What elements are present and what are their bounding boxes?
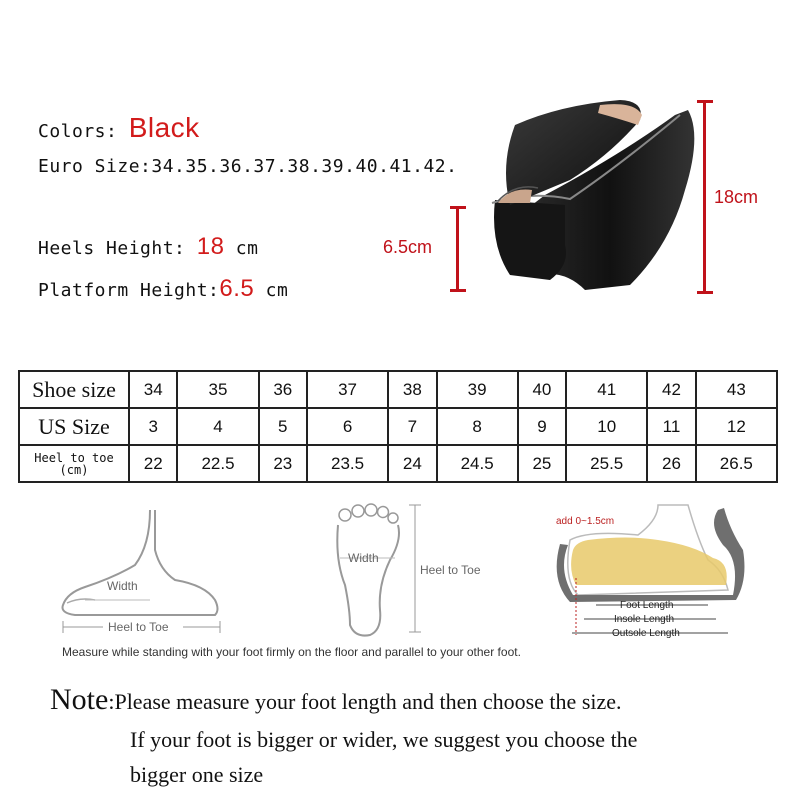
platform-height-row	[38, 275, 288, 303]
table-cell: 3	[129, 408, 177, 445]
table-cell: 26	[647, 445, 695, 482]
height-measure-cap-bottom	[697, 291, 713, 294]
colors-row	[38, 112, 200, 144]
shoe-length-diagram	[548, 500, 748, 645]
table-cell: 8	[437, 408, 518, 445]
table-cell: 23.5	[307, 445, 388, 482]
table-cell: 24	[388, 445, 436, 482]
outsole-length-label: Outsole Length	[612, 628, 680, 639]
foot-sole-diagram	[320, 500, 510, 640]
euro-size-value: 34.35.36.37.38.39.40.41.42.	[151, 156, 458, 177]
heels-height-row	[38, 233, 258, 261]
table-cell: 24.5	[437, 445, 518, 482]
table-cell: 25	[518, 445, 566, 482]
shoe-image	[470, 95, 700, 305]
table-cell: 42	[647, 371, 695, 408]
platform-height-label: Platform Height:	[38, 280, 220, 301]
table-cell: 9	[518, 408, 566, 445]
table-cell: 38	[388, 371, 436, 408]
note-line-3: bigger one size	[130, 762, 264, 787]
table-cell: 36	[259, 371, 307, 408]
table-row	[19, 445, 777, 482]
sole-heel-to-toe-label: Heel to Toe	[420, 563, 481, 577]
note-block	[50, 683, 638, 787]
platform-measure-label: 6.5cm	[383, 237, 433, 257]
add-size-label: add 0~1.5cm	[556, 516, 615, 527]
euro-size-label: Euro Size:	[38, 156, 152, 177]
table-cell: 6	[307, 408, 388, 445]
note-line-2: If your foot is bigger or wider, we suggest you choose the	[130, 727, 638, 752]
table-cell: 37	[307, 371, 388, 408]
sole-width-label: Width	[348, 551, 379, 565]
side-width-label: Width	[107, 579, 138, 593]
foot-length-label: Foot Length	[620, 600, 674, 611]
table-cell: 7	[388, 408, 436, 445]
platform-height-unit: cm	[265, 280, 289, 301]
platform-measure-line	[456, 206, 459, 292]
size-table	[18, 370, 778, 483]
colors-label: Colors:	[38, 121, 118, 142]
euro-size-row	[38, 156, 457, 177]
heels-height-value: 18	[196, 233, 225, 260]
side-heel-to-toe-label: Heel to Toe	[108, 620, 169, 634]
note-label: Note	[50, 683, 109, 716]
foot-side-diagram	[55, 505, 235, 640]
table-cell: 25.5	[566, 445, 647, 482]
table-row	[19, 408, 777, 445]
insole-length-label: Insole Length	[614, 614, 675, 625]
table-cell: 41	[566, 371, 647, 408]
table-cell: 11	[647, 408, 695, 445]
height-measure-label: 18cm	[714, 187, 759, 207]
table-cell: 4	[177, 408, 258, 445]
table-cell: 40	[518, 371, 566, 408]
heels-height-label: Heels Height:	[38, 238, 186, 259]
table-cell: 43	[696, 371, 777, 408]
table-cell: 34	[129, 371, 177, 408]
colors-value: Black	[128, 112, 200, 143]
table-cell: 10	[566, 408, 647, 445]
table-row	[19, 371, 777, 408]
heel-to-toe-unit: (cm)	[59, 462, 89, 477]
row-header-us-size: US Size	[19, 408, 129, 445]
heel-to-toe-label: Heel to toe	[34, 450, 114, 465]
table-cell: 5	[259, 408, 307, 445]
table-cell: 22.5	[177, 445, 258, 482]
table-cell: 23	[259, 445, 307, 482]
table-cell: 22	[129, 445, 177, 482]
table-cell: 35	[177, 371, 258, 408]
platform-measure-cap-bottom	[450, 289, 466, 292]
table-cell: 12	[696, 408, 777, 445]
measure-caption: Measure while standing with your foot firmly on the floor and parallel to your other foot.	[62, 645, 521, 659]
row-header-heel-to-toe	[19, 445, 129, 482]
table-cell: 39	[437, 371, 518, 408]
table-cell: 26.5	[696, 445, 777, 482]
note-line-1: Please measure your foot length and then choose the size.	[114, 689, 622, 714]
platform-height-value: 6.5	[219, 275, 255, 302]
note-colon: :	[108, 689, 115, 714]
height-measure-line	[703, 100, 706, 294]
heels-height-unit: cm	[235, 238, 259, 259]
row-header-shoe-size: Shoe size	[19, 371, 129, 408]
